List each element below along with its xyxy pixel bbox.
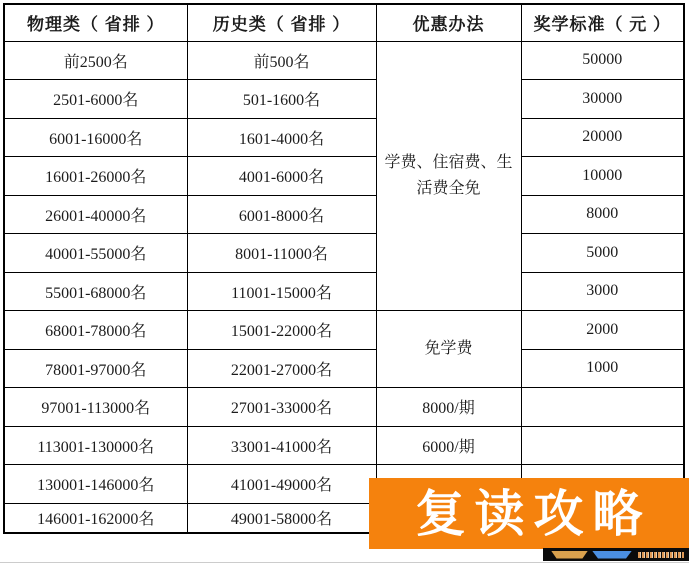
award-cell: 2000 (521, 311, 684, 350)
physics-rank-cell: 40001-55000名 (4, 234, 187, 273)
table-row (4, 311, 684, 350)
history-rank-cell: 前500名 (187, 41, 376, 80)
table-row (4, 195, 684, 234)
history-rank-cell: 15001-22000名 (187, 311, 376, 350)
benefit-cell-full-waiver: 学费、住宿费、生活费全免 (376, 41, 521, 311)
history-rank-cell: 49001-58000名 (187, 503, 376, 533)
history-rank-cell: 501-1600名 (187, 80, 376, 119)
award-cell (521, 426, 684, 465)
physics-rank-cell: 113001-130000名 (4, 426, 187, 465)
award-cell: 1000 (521, 349, 684, 388)
history-rank-cell: 4001-6000名 (187, 157, 376, 196)
table-header (4, 4, 684, 41)
scholarship-table (3, 3, 685, 534)
physics-rank-cell: 2501-6000名 (4, 80, 187, 119)
table-row (4, 80, 684, 119)
watermark-url-text (638, 552, 684, 558)
watermark-gold-shape-icon (551, 551, 588, 559)
physics-rank-cell: 55001-68000名 (4, 272, 187, 311)
physics-rank-cell: 68001-78000名 (4, 311, 187, 350)
award-cell: 30000 (521, 80, 684, 119)
watermark-bar (543, 548, 689, 561)
history-rank-cell: 33001-41000名 (187, 426, 376, 465)
physics-rank-cell: 16001-26000名 (4, 157, 187, 196)
history-rank-cell: 27001-33000名 (187, 388, 376, 427)
table-row (4, 157, 684, 196)
header-physics-rank: 物理类（ 省排 ） (4, 4, 187, 41)
header-award: 奖学标准（ 元 ） (521, 4, 684, 41)
repeat-study-guide-banner (369, 478, 689, 549)
table-row (4, 41, 684, 80)
physics-rank-cell: 26001-40000名 (4, 195, 187, 234)
physics-rank-cell: 78001-97000名 (4, 349, 187, 388)
header-history-rank: 历史类（ 省排 ） (187, 4, 376, 41)
banner-label: 复读攻略 (415, 485, 652, 542)
history-rank-cell: 8001-11000名 (187, 234, 376, 273)
table-row (4, 118, 684, 157)
history-rank-cell: 22001-27000名 (187, 349, 376, 388)
table-row (4, 388, 684, 427)
history-rank-cell: 1601-4000名 (187, 118, 376, 157)
award-cell: 8000 (521, 195, 684, 234)
physics-rank-cell: 97001-113000名 (4, 388, 187, 427)
award-cell: 20000 (521, 118, 684, 157)
table-body (4, 41, 684, 533)
header-benefit: 优惠办法 (376, 4, 521, 41)
physics-rank-cell: 6001-16000名 (4, 118, 187, 157)
table-row (4, 234, 684, 273)
award-cell: 50000 (521, 41, 684, 80)
history-rank-cell: 41001-49000名 (187, 465, 376, 504)
award-cell (521, 388, 684, 427)
award-cell: 10000 (521, 157, 684, 196)
award-cell: 5000 (521, 234, 684, 273)
award-cell: 3000 (521, 272, 684, 311)
physics-rank-cell: 130001-146000名 (4, 465, 187, 504)
physics-rank-cell: 146001-162000名 (4, 503, 187, 533)
table-row (4, 272, 684, 311)
benefit-cell-tuition-free: 免学费 (376, 311, 521, 388)
physics-rank-cell: 前2500名 (4, 41, 187, 80)
benefit-cell-per-term-6000: 6000/期 (376, 426, 521, 465)
history-rank-cell: 6001-8000名 (187, 195, 376, 234)
history-rank-cell: 11001-15000名 (187, 272, 376, 311)
table-row (4, 426, 684, 465)
benefit-cell-per-term-8000: 8000/期 (376, 388, 521, 427)
bottom-gridline (0, 562, 689, 563)
watermark-blue-shape-icon (592, 551, 632, 559)
table-row (4, 349, 684, 388)
header-row (4, 4, 684, 41)
